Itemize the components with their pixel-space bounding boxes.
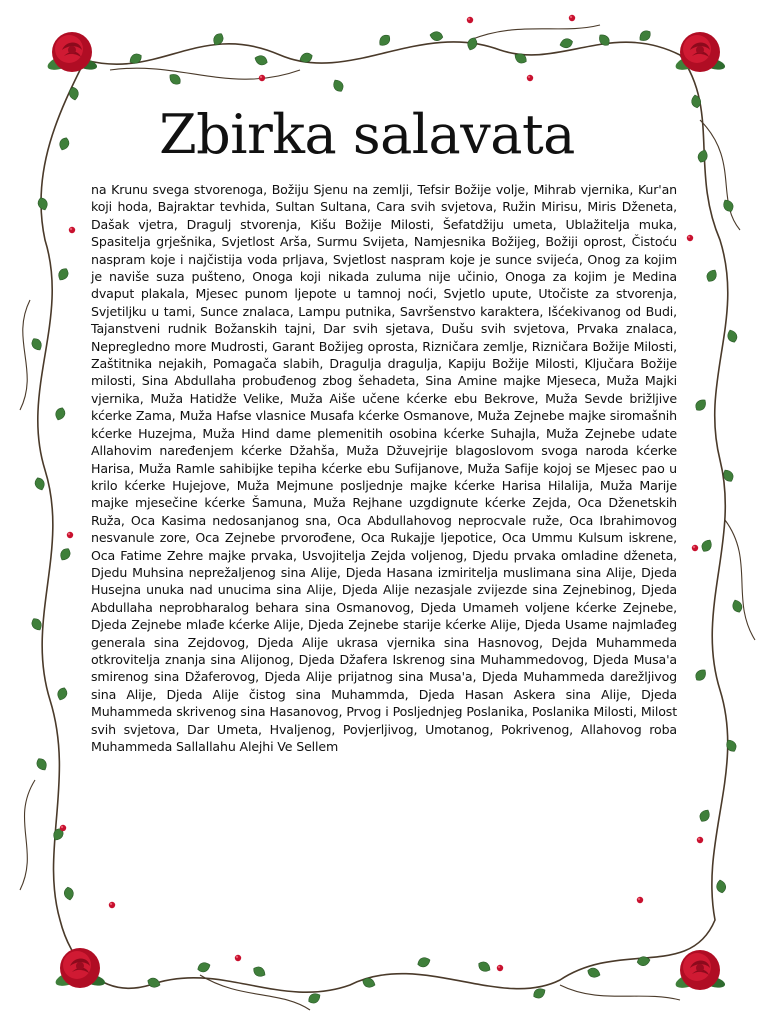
page-title: Zbirka salavata bbox=[159, 103, 575, 166]
salavat-text: na Krunu svega stvorenoga, Božiju Sjenu na zemlji, Tefsir Božije volje, Mihrab vjernika, Kur'an koji hoda, Bajraktar tevhida, Sultan Sultana, Cara svih svjetova, Ružin Mirisu, Miris Dženeta, Dašak vjetra, Dragulj stvorenja, Kišu Božije Milosti, Šefatdžiju umeta, Ublažitelja muka, Spasitelja grješnika, Svjetlost Arša, Surmu Svijeta, Namjesnika Božijeg, Božiji oprost, Čistoću naspram koje i najčistija voda prljava, Svjetlost naspram koje je sunce svijeća, Onog za kojim je naviše suza pušteno, Onoga koji nikada zuluma nije učinio, Onoga za kojim je Medina dvaput plakala, Mjesec punom ljepote u tamnoj noći, Svjetlo upute, Utočiste za stvorenja, Svjetiljku u tami, Sunce znalaca, Lampu putnika, Savršenstvo karaktera, Išćekivanog od Budi, Tajanstveni rudnik Božanskih tajni, Dar svih sjetava, Dušu svih svjetova, Prvaka znalaca, Nepregledno more Mudrosti, Garant Božijeg oprosta, Rizničara zemlje, Rizničara Božije Milosti, Zaštitnika nejakih, Pomagača slabih, Dragulja dragulja, Kapiju Božije Milosti, Ključara Božije milosti, Sina Abdullaha probuđenog zbog šehadeta, Sina Amine majke Mjeseca, Muža Majki vjernika, Muža Hatidže Velike, Muža Aiše učene kćerke ebu Bekrove, Muža Sevde brižljive kćerke Zama, Muža Hafse vlasnice Musafa kćerke Osmanove, Muža Zejnebe majke siromašnih kćerke Huzejma, Muža Hind dame plemenitih osobina kćerke Suhajla, Muža Zejnebe udate Allahovim naređenjem kćerke Džahša, Muža Džuvejrije blagoslovom svoga naroda kćerke Harisa, Muža Ramle sahibijke tepiha kćerke ebu Sufijanove, Muža Safije kojoj se Mjesec pao u krilo kćerke Hujejove, Muža Mejmune posljednje majke kćerke Harisa Hilalija, Muža Marije majke mjesečine kćerke Šamuna, Muža Rejhane uzgdignute kćerke Zejda, Oca Dženetskih Ruža, Oca Kasima nedosanjanog sna, Oca Abdullahovog neprocvale ruže, Oca Ibrahimovog nesvanule zore, Oca Zejnebe prvorođene, Oca Rukajje ljepotice, Oca Ummu Kulsum iskrene, Oca Fatime Zehre majke prvaka, Usvojitelja Zejda voljenog, Djedu prvaka omladine dženeta, Djedu Muhsina neprežaljenog sina Alije, Djeda Hasana izmiritelja muslimana sina Alije, Djeda Husejna unuka nad unucima sina Alije, Djeda Alije nezasjale zvijezde sina Zejnebinog, Djeda Abdullaha neprobharalog behara sina Osmanovog, Djeda Umameh voljene kćerke Zejnebe, Djeda Zejnebe mlađe kćerke Alije, Djeda Zejnebe starije kćerke Alije, Djeda Usame najmlađeg generala sina Zejdovog, Djeda Alije ukrasa vjernika sina Hasnovog, Dejda Muhammeda otkrovitelja znanja sina Alijonog, Djeda Džafera Iskrenog sina Muhammedovog, Djeda Musa'a smirenog sina Džaferovog, Djeda Alije prijatnog sina Musa'a, Djeda Muhammeda darežljivog sina Alije, Djeda Alije čistog sina Muhammda, Djeda Hasan Askera sina Alije, Djeda Muhammeda skrivenog sina Hasanovog, Prvog i Posljednjeg Poslanika, Poslanika Milosti, Milost svih svjetova, Dar Umeta, Hvaljenog, Povjerljivog, Umotanog, Pokrivenog, Allahovog roba Muhammeda Sallallahu Alejhi Ve Sellem bbox=[91, 182, 677, 754]
